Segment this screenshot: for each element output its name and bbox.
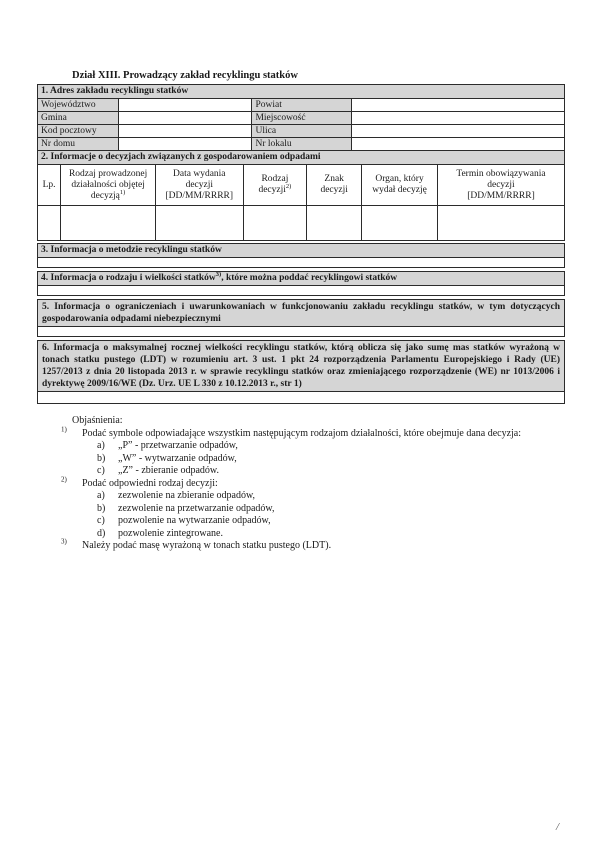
powiat-value-cell <box>352 99 565 112</box>
address-row-gmina-miejscowosc <box>38 112 565 125</box>
decision-mark-line2: decyzji <box>320 185 348 195</box>
footnote-2-marker <box>61 475 82 491</box>
footnote-1-item-a-letter: a) <box>97 440 105 451</box>
footnote-1-item-c <box>37 465 565 478</box>
lp-value-cell <box>38 206 61 241</box>
validity-value-cell <box>437 206 564 241</box>
authority-line2: wydał decyzję <box>372 185 427 195</box>
footnote-1-text: Podać symbole odpowiadające wszystkim następującym rodzajom działalności, które obejmuje dana decyzja: <box>82 427 522 439</box>
footnote-1-item-c-text: „Z” - zbieranie odpadów. <box>118 465 219 476</box>
footnote-1-item-b <box>37 453 565 466</box>
decisions-table <box>37 164 565 241</box>
section4-footnote-ref: 3) <box>215 270 222 278</box>
footnote-1-marker-text: 1) <box>61 425 67 434</box>
footnote-2-text: Podać odpowiedni rodzaj decyzji: <box>82 477 218 489</box>
gmina-label: Gmina <box>38 112 119 125</box>
footnote-1-item-a <box>37 440 565 453</box>
footnote-2-item-d <box>37 528 565 541</box>
footnote-1-item-a-text: „P” - przetwarzanie odpadów, <box>118 440 238 451</box>
issue-date-line3: [DD/MM/RRRR] <box>165 190 234 201</box>
footnote-2-item-b-letter: b) <box>97 502 106 514</box>
issue-date-value-cell <box>156 206 243 241</box>
wojewodztwo-label: Województwo <box>38 99 119 112</box>
section4-header-text: 4. Informacja o rodzaju i wielkości statków <box>41 273 216 283</box>
footnote-3 <box>37 537 565 553</box>
footnote-2-item-a-letter: a) <box>97 490 105 501</box>
decisions-table-header-row <box>38 165 565 206</box>
document-title: Dział XIII. Prowadzący zakład recyklingu statków <box>72 70 298 81</box>
section2-header: 2. Informacje o decyzjach związanych z gospodarowaniem odpadami <box>37 150 565 165</box>
footnote-2-item-b-text: zezwolenie na przetwarzanie odpadów, <box>118 502 275 514</box>
nr-domu-label: Nr domu <box>38 138 119 151</box>
col-decision-type-label: Rodzaj decyzji <box>258 174 289 195</box>
col-decision-type-footnote-ref: 2) <box>285 182 292 190</box>
footnote-3-marker-text: 3) <box>61 537 67 546</box>
form-content <box>37 70 565 553</box>
footnote-2-item-b <box>37 503 565 516</box>
gmina-value-cell <box>118 112 252 125</box>
footnote-2-item-a <box>37 490 565 503</box>
ulica-label: Ulica <box>252 125 352 138</box>
miejscowosc-label: Miejscowość <box>252 112 352 125</box>
validity-line1: Termin obowiązywania <box>456 168 546 179</box>
footnotes-block <box>37 415 565 553</box>
decision-mark-value-cell <box>307 206 362 241</box>
col-decision-type-header <box>243 165 307 206</box>
authority-line1: Organ, który <box>375 174 424 184</box>
ulica-value-cell <box>352 125 565 138</box>
footnote-1-item-c-letter: c) <box>97 465 105 476</box>
footnote-2-item-a-text: zezwolenie na zbieranie odpadów, <box>118 490 256 501</box>
footnote-2-marker-text: 2) <box>61 475 67 484</box>
footnote-3-marker <box>61 537 82 553</box>
col-decision-mark-header <box>307 165 362 206</box>
nr-domu-value-cell <box>118 138 252 151</box>
nr-lokalu-value-cell <box>352 138 565 151</box>
footnote-2-item-c <box>37 515 565 528</box>
kod-pocztowy-label: Kod pocztowy <box>38 125 119 138</box>
footnote-1-item-b-text: „W” - wytwarzanie odpadów, <box>118 452 237 464</box>
address-row-wojewodztwo-powiat <box>38 99 565 112</box>
section6-header: 6. Informacja o maksymalnej rocznej wielkości recyklingu statków, którą oblicza się jako sumę mas statków wyrażoną w tonach statku pustego (LDT) w rozumieniu art. 3 ust. 1 pkt 24 rozporządzenia Parlamentu Europejskiego i Rady (UE) 1257/2013 z dnia 20 listopada 2013 r. w sprawie recyklingu statków oraz zmieniającego rozporządzenie (WE) nr 1013/2006 i dyrektywę 2009/16/WE (Dz. Urz. UE L 330 z 10.12.2013 r., str 1) <box>37 340 565 392</box>
footnotes-title: Objaśnienia: <box>72 415 123 426</box>
section3-header: 3. Informacja o metodzie recyklingu statków <box>37 243 565 258</box>
footnote-2-item-c-text: pozwolenie na wytwarzanie odpadów, <box>118 515 271 526</box>
footnote-2-item-d-letter: d) <box>97 527 106 539</box>
kod-pocztowy-value-cell <box>118 125 252 138</box>
section3-value-cell <box>37 257 565 268</box>
footnote-1 <box>37 425 565 441</box>
decision-mark-line1: Znak <box>324 174 344 184</box>
col-activity-header <box>61 165 156 206</box>
section5-value-cell <box>37 326 565 337</box>
col-activity-footnote-ref: 1) <box>119 188 126 196</box>
validity-line3: [DD/MM/RRRR] <box>467 190 535 201</box>
section1-header: 1. Adres zakładu recyklingu statków <box>37 84 565 99</box>
section4-header <box>37 271 565 286</box>
issue-date-line2: decyzji <box>185 179 213 190</box>
section6-value-cell <box>37 391 565 404</box>
address-row-kod-ulica <box>38 125 565 138</box>
miejscowosc-value-cell <box>352 112 565 125</box>
col-activity-label: Rodzaj prowadzonej działalności objętej decyzją <box>68 168 148 201</box>
nr-lokalu-label: Nr lokalu <box>252 138 352 151</box>
section4-value-cell <box>37 285 565 296</box>
footnote-2-item-c-letter: c) <box>97 515 105 526</box>
address-table <box>37 98 565 151</box>
footnote-2 <box>37 475 565 491</box>
issue-date-line1: Data wydania <box>173 168 226 179</box>
footnote-3-text: Należy podać masę wyrażoną w tonach statku pustego (LDT). <box>82 540 332 551</box>
wojewodztwo-value-cell <box>118 99 252 112</box>
decisions-table-empty-row <box>38 206 565 241</box>
footnote-1-marker <box>61 425 82 441</box>
decision-type-value-cell <box>243 206 307 241</box>
validity-line2: decyzji <box>487 179 515 190</box>
col-authority-header <box>362 165 438 206</box>
section4-header-text-cont: , które można poddać recyklingowi statków <box>221 273 398 283</box>
footnote-1-item-b-letter: b) <box>97 452 106 464</box>
col-lp-header: Lp. <box>38 165 61 206</box>
activity-value-cell <box>61 206 156 241</box>
powiat-label: Powiat <box>252 99 352 112</box>
col-validity-header <box>437 165 564 206</box>
col-issue-date-header <box>156 165 243 206</box>
address-row-nrdomu-nrlokalu <box>38 138 565 151</box>
footnote-2-item-d-text: pozwolenie zintegrowane. <box>118 527 223 539</box>
section5-header: 5. Informacja o ograniczeniach i uwarunkowaniach w funkcjonowaniu zakładu recyklingu statków, w tym dotyczących gospodarowania odpadami niebezpiecznymi <box>37 299 565 327</box>
page-number-slash: / <box>556 821 560 833</box>
authority-value-cell <box>362 206 438 241</box>
